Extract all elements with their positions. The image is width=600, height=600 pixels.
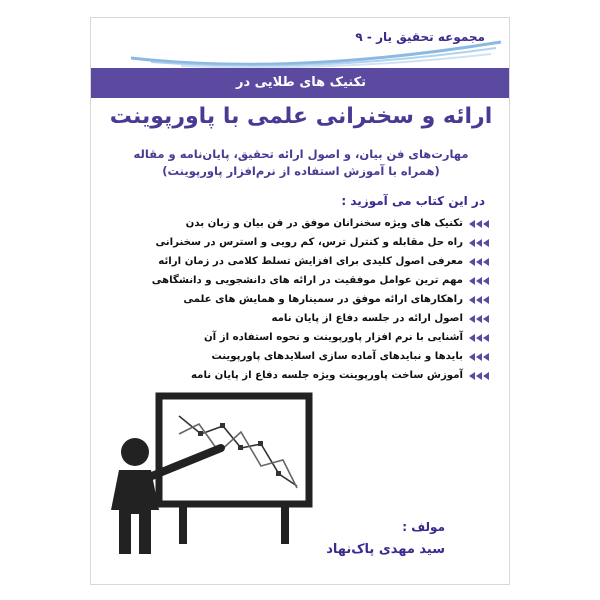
presenter-icon [101,386,321,556]
list-heading: در این کتاب می آموزید : [341,194,485,208]
triple-arrow-bullet-icon [469,315,489,323]
triple-arrow-bullet-icon [469,372,489,380]
list-item: معرفی اصول کلیدی برای افزایش تسلط کلامی در زمان ارائه [109,252,489,271]
topics-list [109,214,489,385]
triple-arrow-bullet-icon [469,239,489,247]
list-item: بایدها و نبایدهای آماده سازی اسلایدهای پاورپوینت [109,347,489,366]
list-item: اصول ارائه در جلسه دفاع از پایان نامه [109,309,489,328]
list-item: تکنیک های ویژه سخنرانان موفق در فن بیان و زبان بدن [109,214,489,233]
subtitle-line-1: مهارت‌های فن بیان، و اصول ارائه تحقیق، پایان‌نامه و مقاله [133,147,469,161]
list-item: راهکارهای ارائه موفق در سمینارها و همایش های علمی [109,290,489,309]
author-label: مولف : [402,520,445,534]
series-label: مجموعه تحقیق یار - ۹ [355,30,485,44]
triple-arrow-bullet-icon [469,334,489,342]
triple-arrow-bullet-icon [469,353,489,361]
book-cover [90,17,510,585]
book-subtitle [91,146,510,180]
list-item: مهم ترین عوامل موفقیت در ارائه های دانشجویی و دانشگاهی [109,271,489,290]
book-title: ارائه و سخنرانی علمی با پاورپوینت [109,104,493,129]
triple-arrow-bullet-icon [469,220,489,228]
author-name: سید مهدی پاک‌نهاد [326,542,445,557]
title-banner: تکنیک های طلایی در [91,68,510,98]
list-item: آشنایی با نرم افزار پاورپوینت و نحوه استفاده از آن [109,328,489,347]
subtitle-line-2: (همراه با آموزش استفاده از نرم‌افزار پاورپوینت) [162,164,440,178]
triple-arrow-bullet-icon [469,258,489,266]
triple-arrow-bullet-icon [469,296,489,304]
list-item: راه حل مقابله و کنترل ترس، کم رویی و استرس در سخنرانی [109,233,489,252]
triple-arrow-bullet-icon [469,277,489,285]
list-item: آموزش ساخت پاورپوینت ویژه جلسه دفاع از پایان نامه [109,366,489,385]
